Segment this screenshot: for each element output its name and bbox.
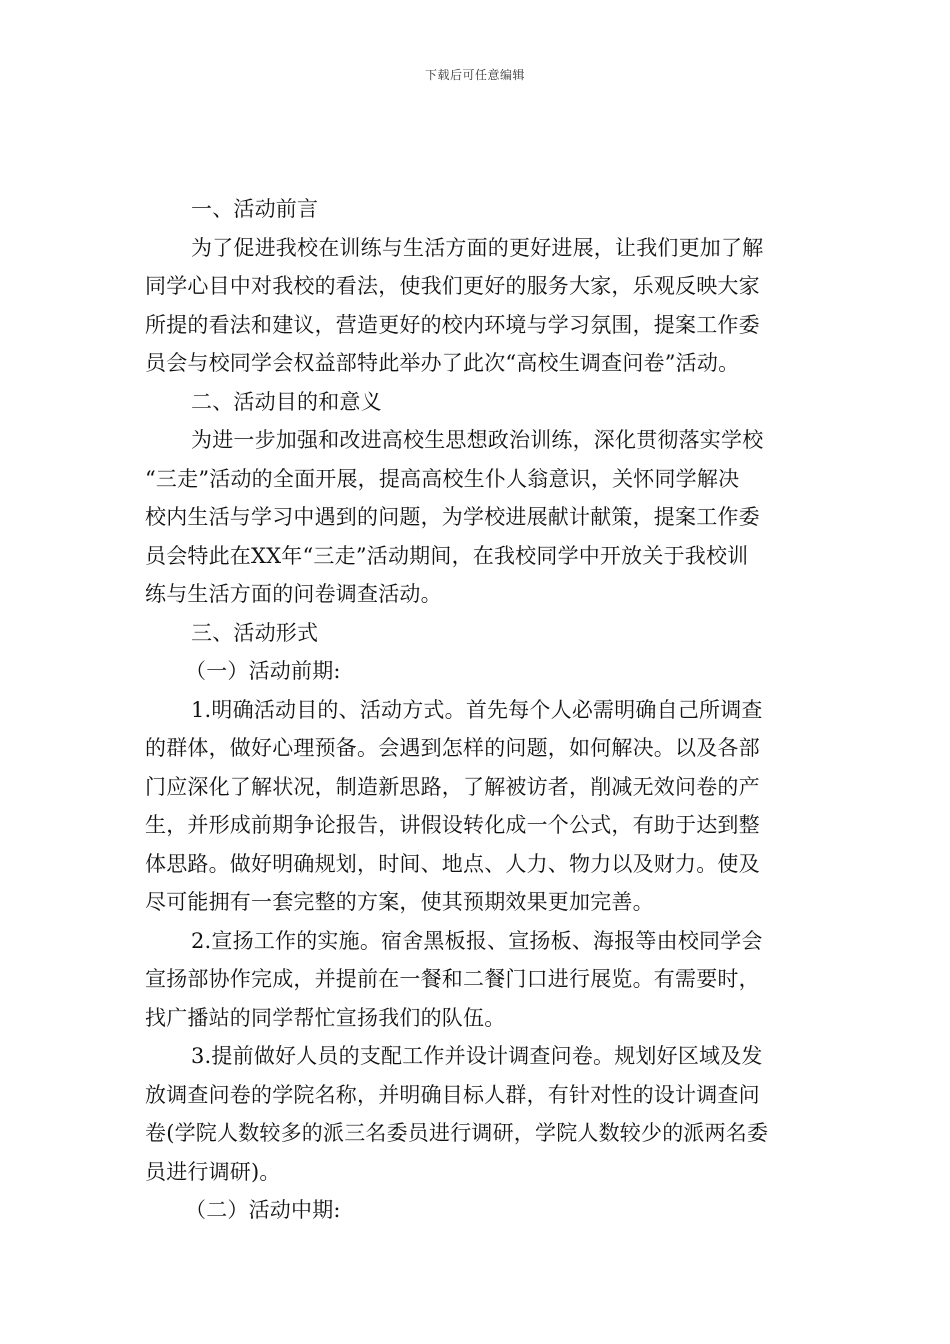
paragraph-line: 所提的看法和建议，营造更好的校内环境与学习氛围，提案工作委 bbox=[145, 312, 760, 337]
paragraph-line: 校内生活与学习中遇到的问题，为学校进展献计献策，提案工作委 bbox=[145, 505, 760, 529]
document-body bbox=[145, 190, 811, 1230]
paragraph-line: “三走”活动的全面开展，提高高校生仆人翁意识，关怀同学解决 bbox=[145, 466, 740, 491]
paragraph-line: 放调查问卷的学院名称，并明确目标人群，有针对性的设计调查问 bbox=[145, 1082, 760, 1107]
paragraph-line: 的群体，做好心理预备。会遇到怎样的问题，如何解决。以及各部 bbox=[145, 736, 760, 760]
paragraph-line: 员会特此在XX年“三走”活动期间，在我校同学中开放关于我校训 bbox=[145, 543, 749, 568]
paragraph-line: 生，并形成前期争论报告，讲假设转化成一个公式，有助于达到整 bbox=[145, 813, 760, 837]
paragraph-line-start: 二、活动目的和意义 bbox=[191, 389, 382, 414]
paragraph-line-start: 3.提前做好人员的支配工作并设计调查问卷。规划好区域及发 bbox=[191, 1044, 763, 1068]
paragraph-line-start: 2.宣扬工作的实施。宿舍黑板报、宣扬板、海报等由校同学会 bbox=[191, 928, 763, 953]
paragraph-line: 卷(学院人数较多的派三名委员进行调研，学院人数较少的派两名委 bbox=[145, 1121, 769, 1145]
paragraph-line-start: 一、活动前言 bbox=[191, 197, 319, 221]
paragraph-line: 找广播站的同学帮忙宣扬我们的队伍。 bbox=[145, 1005, 506, 1030]
paragraph-line-start: 三、活动形式 bbox=[191, 620, 319, 645]
paragraph-line: 同学心目中对我校的看法，使我们更好的服务大家，乐观反映大家 bbox=[145, 274, 760, 298]
paragraph-line: 员会与校同学会权益部特此举办了此次“高校生调查问卷”活动。 bbox=[145, 351, 740, 375]
paragraph-line: 员进行调研)。 bbox=[145, 1159, 281, 1184]
paragraph-line-start: （一）活动前期: bbox=[185, 659, 341, 683]
paragraph-line-start: （二）活动中期: bbox=[185, 1198, 341, 1222]
paragraph-line: 体思路。做好明确规划，时间、地点、人力、物力以及财力。使及 bbox=[145, 851, 760, 876]
paragraph-line: 门应深化了解状况，制造新思路，了解被访者，削减无效问卷的产 bbox=[145, 774, 760, 799]
paragraph-line: 尽可能拥有一套完整的方案，使其预期效果更加完善。 bbox=[145, 890, 654, 914]
paragraph-line-start: 1.明确活动目的、活动方式。首先每个人必需明确自己所调查 bbox=[191, 697, 763, 722]
paragraph-line-start: 为了促进我校在训练与生活方面的更好进展，让我们更加了解 bbox=[191, 235, 764, 260]
paragraph-line-start: 为进一步加强和改进高校生思想政治训练，深化贯彻落实学校 bbox=[191, 428, 764, 452]
page-header: 下载后可任意编辑 bbox=[424, 68, 525, 82]
paragraph-line: 练与生活方面的问卷调查活动。 bbox=[145, 582, 442, 606]
paragraph-line: 宣扬部协作完成，并提前在一餐和二餐门口进行展览。有需要时， bbox=[145, 967, 760, 991]
